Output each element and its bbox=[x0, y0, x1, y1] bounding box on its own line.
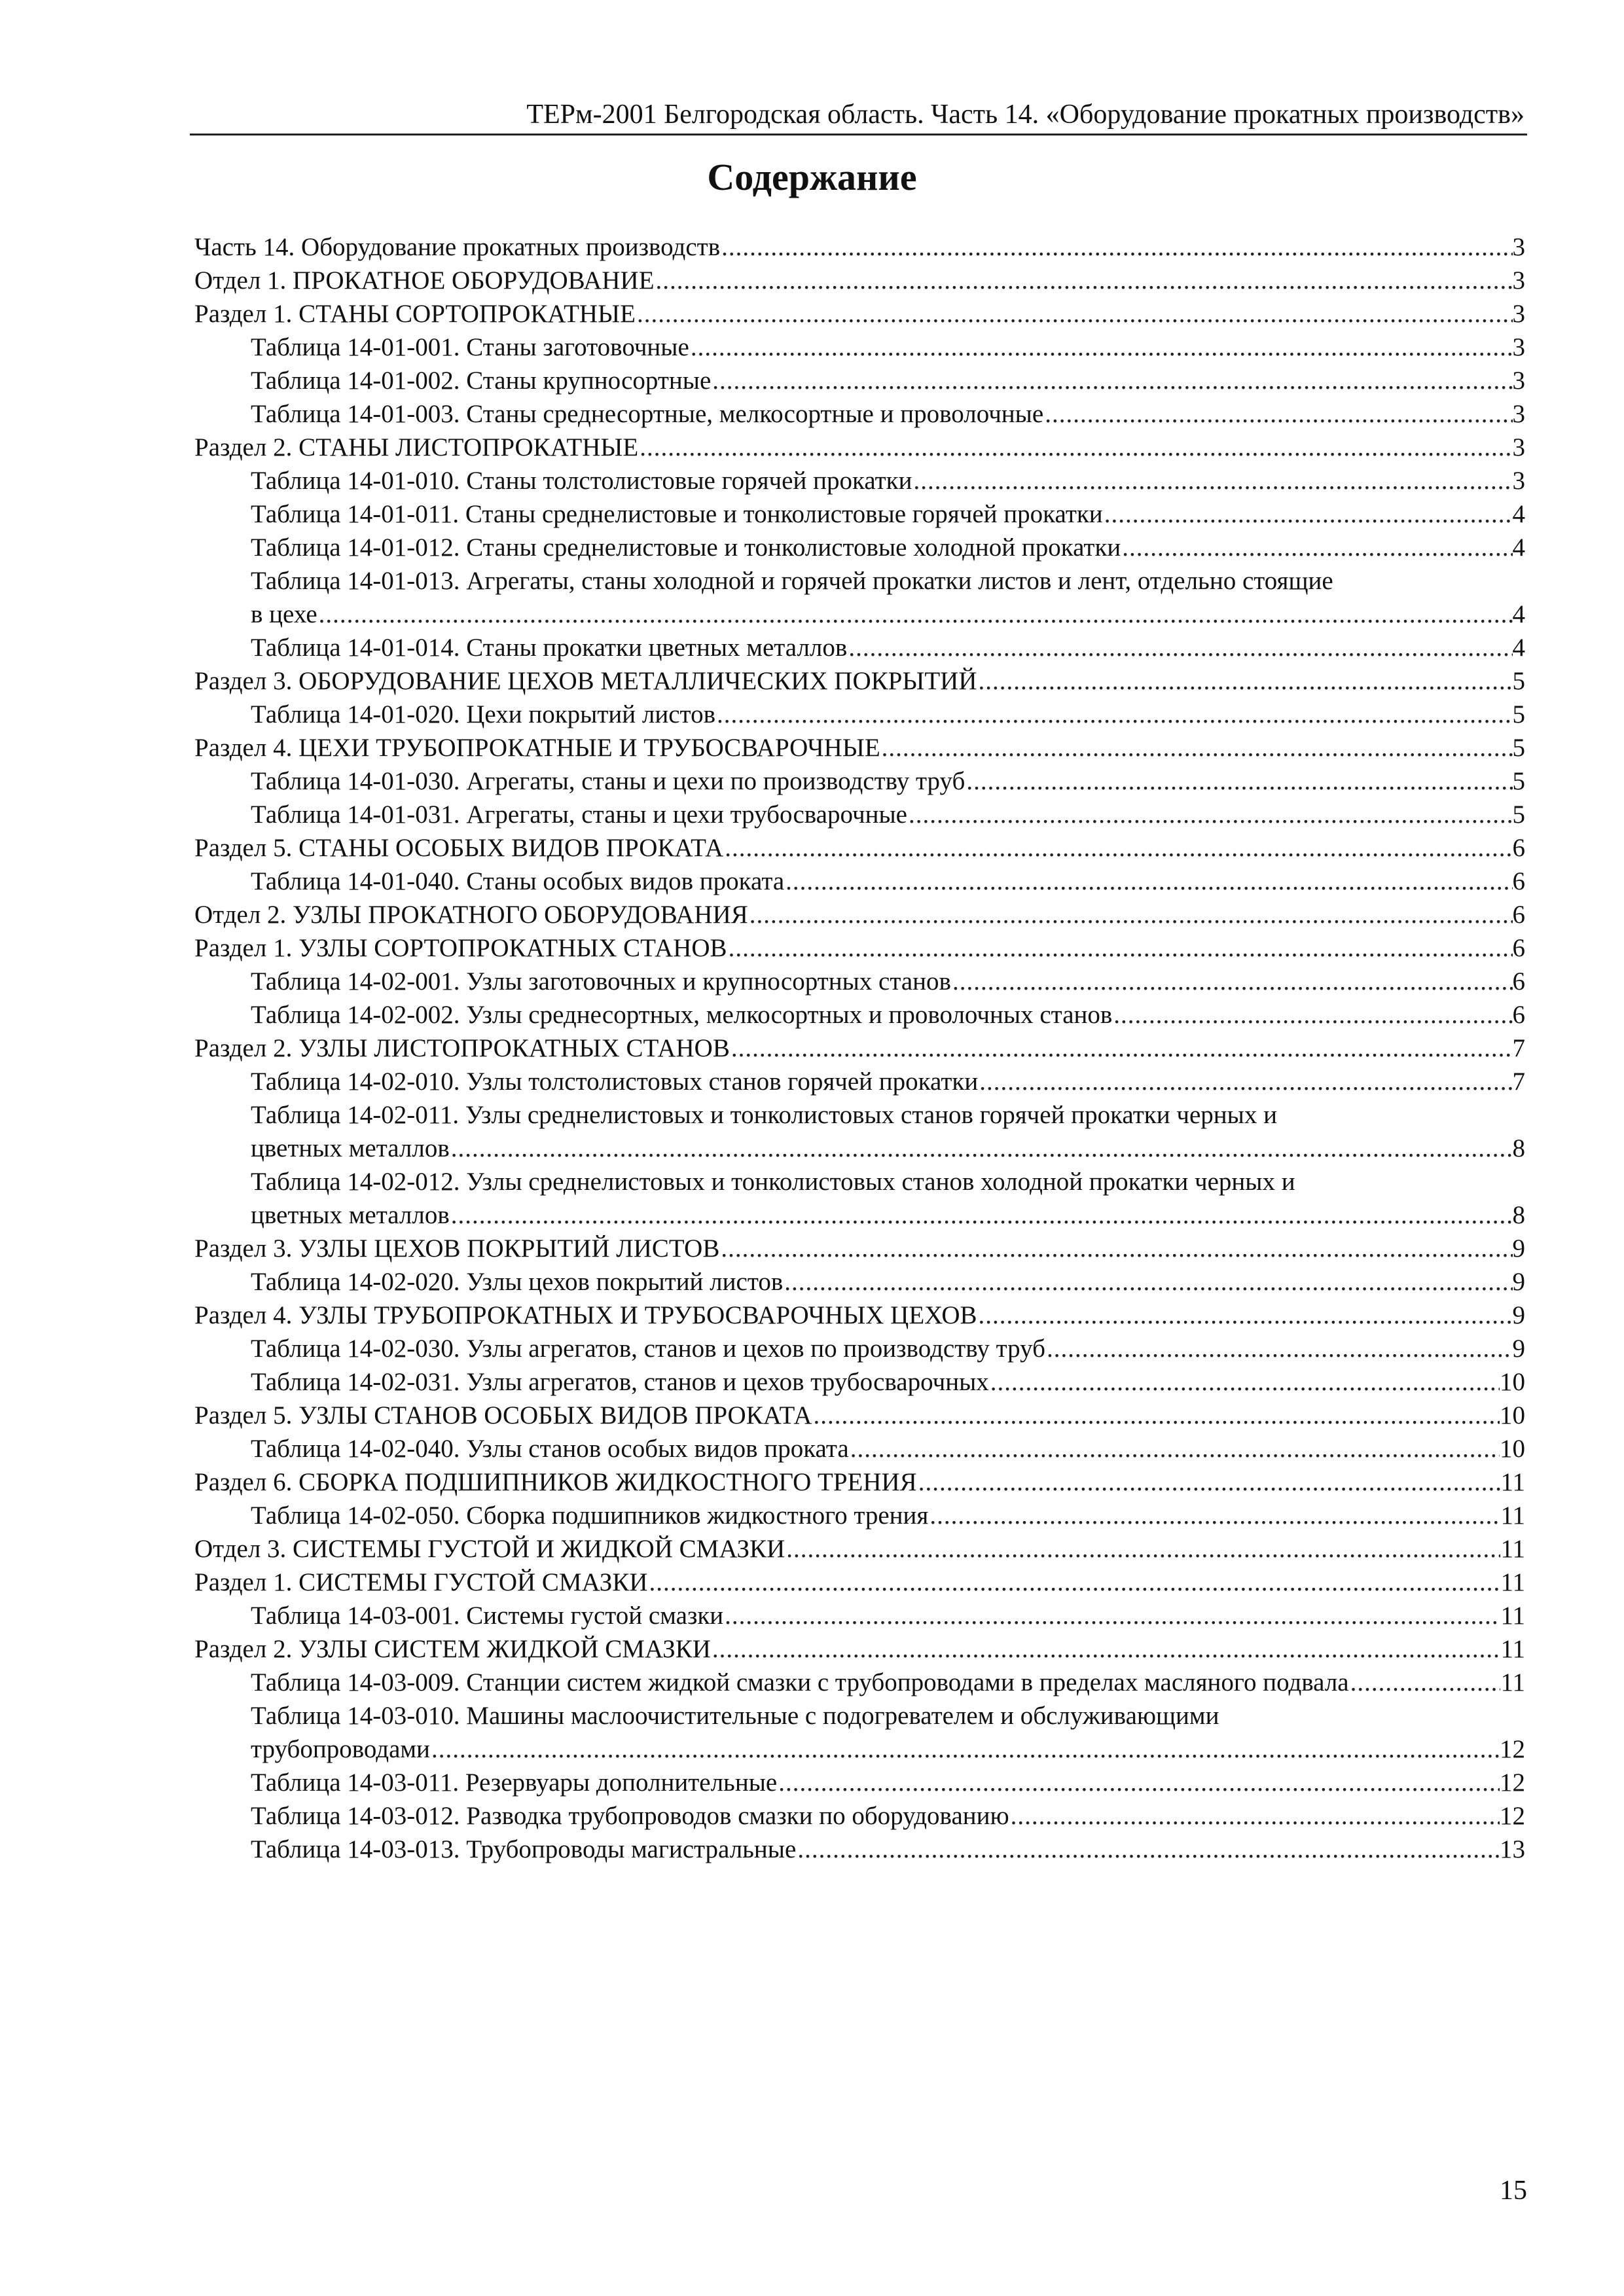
toc-entry-title: Таблица 14-02-050. Сборка подшипников жидкостного трения bbox=[251, 1501, 929, 1530]
toc-entry-page: 3 bbox=[1512, 400, 1525, 428]
toc-entry[interactable] bbox=[194, 1632, 1525, 1666]
toc-entry-page: 9 bbox=[1512, 1335, 1525, 1363]
dot-leader bbox=[719, 1232, 1512, 1265]
toc-entry-page: 5 bbox=[1512, 734, 1525, 762]
toc-entry-title: Таблица 14-02-002. Узлы среднесортных, мелкосортных и проволочных станов bbox=[251, 1001, 1113, 1029]
toc-entry-page: 3 bbox=[1512, 333, 1525, 361]
toc-entry[interactable] bbox=[194, 798, 1525, 831]
dot-leader bbox=[1045, 1332, 1513, 1365]
toc-entry-page: 11 bbox=[1500, 1602, 1525, 1630]
toc-entry-title: Таблица 14-01-013. Агрегаты, станы холодной и горячей прокатки листов и лент, отдельно стоящие bbox=[251, 567, 1333, 595]
toc-entry-title: Раздел 3. УЗЛЫ ЦЕХОВ ПОКРЫТИЙ ЛИСТОВ bbox=[194, 1234, 720, 1263]
dot-leader bbox=[730, 1031, 1513, 1065]
dot-leader bbox=[723, 1599, 1500, 1632]
dot-leader bbox=[1121, 531, 1512, 564]
dot-leader bbox=[1103, 497, 1513, 531]
toc-entry-title: Раздел 2. УЗЛЫ СИСТЕМ ЖИДКОЙ СМАЗКИ bbox=[194, 1635, 711, 1663]
toc-entry[interactable] bbox=[194, 1299, 1525, 1332]
toc-entry-title: Таблица 14-02-040. Узлы станов особых видов проката bbox=[251, 1435, 849, 1463]
toc-entry-page: 6 bbox=[1512, 1001, 1525, 1029]
dot-leader bbox=[847, 631, 1512, 664]
toc-entry[interactable] bbox=[194, 998, 1525, 1031]
toc-entry-title: Таблица 14-01-040. Станы особых видов проката bbox=[251, 867, 785, 895]
dot-leader bbox=[720, 230, 1512, 264]
toc-entry-title: Таблица 14-01-012. Станы среднелистовые и тонколистовые холодной прокатки bbox=[251, 533, 1121, 562]
toc-entry[interactable] bbox=[194, 1766, 1525, 1799]
toc-entry[interactable] bbox=[194, 397, 1525, 431]
toc-entry-page: 10 bbox=[1500, 1435, 1525, 1463]
dot-leader bbox=[849, 1432, 1500, 1465]
dot-leader bbox=[1009, 1799, 1500, 1833]
dot-leader bbox=[796, 1833, 1500, 1866]
toc-entry-title-continuation: трубопроводами bbox=[251, 1735, 430, 1763]
toc-entry[interactable] bbox=[194, 1031, 1525, 1065]
toc-entry[interactable] bbox=[194, 1432, 1525, 1465]
toc-entry-title-continuation: цветных металлов bbox=[251, 1201, 450, 1229]
table-of-contents bbox=[194, 230, 1525, 1866]
toc-entry[interactable] bbox=[194, 1666, 1525, 1699]
dot-leader bbox=[1349, 1666, 1501, 1699]
toc-entry-page: 11 bbox=[1500, 1468, 1525, 1496]
toc-entry[interactable] bbox=[194, 264, 1525, 297]
toc-entry-page: 13 bbox=[1500, 1835, 1525, 1863]
toc-entry-page: 6 bbox=[1512, 967, 1525, 996]
toc-entry-title: Таблица 14-03-012. Разводка трубопроводов смазки по оборудованию bbox=[251, 1802, 1009, 1830]
toc-entry[interactable] bbox=[194, 698, 1525, 731]
toc-entry-title: Таблица 14-01-030. Агрегаты, станы и цехи по производству труб bbox=[251, 767, 965, 795]
toc-entry[interactable] bbox=[194, 1499, 1525, 1532]
toc-entry-page: 6 bbox=[1512, 934, 1525, 962]
toc-entry-page: 5 bbox=[1512, 800, 1525, 829]
toc-entry[interactable] bbox=[194, 1799, 1525, 1833]
dot-leader bbox=[648, 1566, 1501, 1599]
toc-entry-title: Часть 14. Оборудование прокатных производств bbox=[194, 233, 721, 261]
toc-entry[interactable] bbox=[194, 364, 1525, 397]
toc-entry[interactable] bbox=[194, 1833, 1525, 1866]
toc-entry-page: 6 bbox=[1512, 834, 1525, 862]
dot-leader bbox=[1112, 998, 1512, 1031]
toc-entry-page: 11 bbox=[1500, 1635, 1525, 1663]
toc-entry-page: 11 bbox=[1500, 1501, 1525, 1530]
toc-entry[interactable] bbox=[194, 1065, 1525, 1098]
toc-entry[interactable] bbox=[194, 664, 1525, 698]
toc-entry-title: Таблица 14-02-012. Узлы среднелистовых и тонколистовых станов холодной прокатки черных и bbox=[251, 1168, 1295, 1196]
toc-entry-page: 8 bbox=[1512, 1134, 1525, 1162]
toc-entry-title: Таблица 14-02-020. Узлы цехов покрытий листов bbox=[251, 1268, 784, 1296]
toc-entry[interactable] bbox=[194, 1232, 1525, 1265]
toc-entry-title: Таблица 14-02-010. Узлы толстолистовых станов горячей прокатки bbox=[251, 1067, 979, 1096]
dot-leader bbox=[450, 1132, 1513, 1165]
dot-leader bbox=[450, 1198, 1513, 1232]
toc-entry-page: 12 bbox=[1500, 1802, 1525, 1830]
toc-entry-title-continuation: в цехе bbox=[251, 600, 317, 628]
toc-entry-title: Таблица 14-02-031. Узлы агрегатов, станов и цехов трубосварочных bbox=[251, 1368, 989, 1396]
toc-entry-title: Таблица 14-01-002. Станы крупносортные bbox=[251, 367, 712, 395]
toc-entry[interactable] bbox=[194, 1599, 1525, 1632]
toc-entry-page: 4 bbox=[1512, 533, 1525, 562]
toc-entry-title: Раздел 5. СТАНЫ ОСОБЫХ ВИДОВ ПРОКАТА bbox=[194, 834, 724, 862]
toc-entry-title: Таблица 14-01-010. Станы толстолистовые горячей прокатки bbox=[251, 467, 912, 495]
toc-entry[interactable] bbox=[194, 531, 1525, 564]
toc-entry-page: 9 bbox=[1512, 1301, 1525, 1329]
dot-leader bbox=[965, 764, 1512, 798]
toc-entry[interactable] bbox=[194, 898, 1525, 931]
toc-entry-title: Таблица 14-03-011. Резервуары дополнительные bbox=[251, 1768, 778, 1797]
dot-leader bbox=[951, 965, 1513, 998]
toc-entry-title: Таблица 14-01-020. Цехи покрытий листов bbox=[251, 700, 715, 728]
toc-entry-title: Отдел 1. ПРОКАТНОЕ ОБОРУДОВАНИЕ bbox=[194, 266, 655, 295]
toc-entry-title: Раздел 4. ЦЕХИ ТРУБОПРОКАТНЫЕ И ТРУБОСВАРОЧНЫЕ bbox=[194, 734, 880, 762]
dot-leader bbox=[711, 1632, 1501, 1666]
toc-entry[interactable] bbox=[194, 431, 1525, 464]
running-header bbox=[190, 98, 1527, 135]
toc-entry-title: Раздел 3. ОБОРУДОВАНИЕ ЦЕХОВ МЕТАЛЛИЧЕСКИХ ПОКРЫТИЙ bbox=[194, 667, 977, 695]
dot-leader bbox=[636, 297, 1513, 331]
toc-entry-title: Таблица 14-03-009. Станции систем жидкой смазки с трубопроводами в пределах масляного подвала bbox=[251, 1668, 1349, 1696]
toc-entry[interactable] bbox=[194, 1365, 1525, 1399]
toc-entry[interactable] bbox=[194, 965, 1525, 998]
page-number: 15 bbox=[1500, 2176, 1527, 2206]
toc-entry-page: 9 bbox=[1512, 1268, 1525, 1296]
toc-entry-page: 6 bbox=[1512, 901, 1525, 929]
dot-leader bbox=[723, 831, 1512, 865]
toc-entry-title: Таблица 14-03-001. Системы густой смазки bbox=[251, 1602, 724, 1630]
toc-entry-page: 9 bbox=[1512, 1234, 1525, 1263]
toc-entry-title: Раздел 2. СТАНЫ ЛИСТОПРОКАТНЫЕ bbox=[194, 433, 639, 461]
toc-entry[interactable] bbox=[194, 631, 1525, 664]
toc-entry[interactable] bbox=[194, 1399, 1525, 1432]
dot-leader bbox=[880, 731, 1513, 764]
toc-entry[interactable] bbox=[194, 331, 1525, 364]
toc-entry[interactable] bbox=[194, 931, 1525, 965]
toc-entry-title: Отдел 2. УЗЛЫ ПРОКАТНОГО ОБОРУДОВАНИЯ bbox=[194, 901, 748, 929]
toc-entry[interactable] bbox=[194, 564, 1525, 631]
dot-leader bbox=[655, 264, 1513, 297]
toc-entry[interactable] bbox=[194, 1532, 1525, 1566]
dot-leader bbox=[989, 1365, 1500, 1399]
toc-entry-page: 3 bbox=[1512, 367, 1525, 395]
toc-entry[interactable] bbox=[194, 865, 1525, 898]
toc-entry-title: Таблица 14-03-010. Машины маслоочистительные с подогревателем и обслуживающими bbox=[251, 1702, 1219, 1730]
toc-entry-title: Таблица 14-01-003. Станы среднесортные, мелкосортные и проволочные bbox=[251, 400, 1044, 428]
dot-leader bbox=[317, 598, 1513, 631]
header-text: ТЕРм-2001 Белгородская область. Часть 14. «Оборудование прокатных производств» bbox=[526, 99, 1525, 130]
toc-entry-title: Таблица 14-02-030. Узлы агрегатов, станов и цехов по производству труб bbox=[251, 1335, 1045, 1363]
dot-leader bbox=[977, 664, 1512, 698]
toc-entry-title: Таблица 14-03-013. Трубопроводы магистральные bbox=[251, 1835, 797, 1863]
toc-entry-page: 10 bbox=[1500, 1401, 1525, 1429]
dot-leader bbox=[784, 865, 1512, 898]
toc-entry[interactable] bbox=[194, 1165, 1525, 1232]
toc-entry-page: 3 bbox=[1512, 233, 1525, 261]
toc-entry-title: Раздел 5. УЗЛЫ СТАНОВ ОСОБЫХ ВИДОВ ПРОКАТА bbox=[194, 1401, 812, 1429]
toc-entry[interactable] bbox=[194, 1332, 1525, 1365]
toc-entry-title: Таблица 14-02-011. Узлы среднелистовых и тонколистовых станов горячей прокатки черных и bbox=[251, 1101, 1277, 1129]
toc-entry-title: Раздел 1. СИСТЕМЫ ГУСТОЙ СМАЗКИ bbox=[194, 1568, 648, 1596]
dot-leader bbox=[1043, 397, 1512, 431]
toc-entry-title: Таблица 14-01-001. Станы заготовочные bbox=[251, 333, 689, 361]
toc-entry-page: 3 bbox=[1512, 433, 1525, 461]
toc-entry[interactable] bbox=[194, 497, 1525, 531]
toc-entry-page: 3 bbox=[1512, 300, 1525, 328]
dot-leader bbox=[689, 331, 1513, 364]
toc-entry-title: Раздел 1. УЗЛЫ СОРТОПРОКАТНЫХ СТАНОВ bbox=[194, 934, 727, 962]
dot-leader bbox=[977, 1299, 1513, 1332]
toc-entry[interactable] bbox=[194, 1098, 1525, 1165]
toc-entry-page: 4 bbox=[1512, 500, 1525, 528]
toc-entry-title: Таблица 14-01-031. Агрегаты, станы и цехи трубосварочные bbox=[251, 800, 907, 829]
toc-entry[interactable] bbox=[194, 230, 1525, 264]
toc-entry-page: 5 bbox=[1512, 767, 1525, 795]
dot-leader bbox=[978, 1065, 1512, 1098]
dot-leader bbox=[783, 1265, 1512, 1299]
toc-entry[interactable] bbox=[194, 1699, 1525, 1766]
toc-entry-page: 10 bbox=[1500, 1368, 1525, 1396]
dot-leader bbox=[715, 698, 1513, 731]
toc-entry-page: 7 bbox=[1512, 1034, 1525, 1062]
page-title: Содержание bbox=[707, 156, 917, 198]
toc-entry-page: 11 bbox=[1500, 1668, 1525, 1696]
toc-entry-page: 4 bbox=[1512, 600, 1525, 628]
toc-entry[interactable] bbox=[194, 297, 1525, 331]
toc-entry-title: Таблица 14-01-011. Станы среднелистовые и тонколистовые горячей прокатки bbox=[251, 500, 1103, 528]
toc-entry[interactable] bbox=[194, 1566, 1525, 1599]
dot-leader bbox=[785, 1532, 1500, 1566]
toc-entry-title-continuation: цветных металлов bbox=[251, 1134, 450, 1162]
dot-leader bbox=[777, 1766, 1500, 1799]
toc-entry[interactable] bbox=[194, 1465, 1525, 1499]
dot-leader bbox=[430, 1732, 1500, 1766]
toc-entry-page: 7 bbox=[1512, 1067, 1525, 1096]
toc-entry-page: 5 bbox=[1512, 700, 1525, 728]
dot-leader bbox=[907, 798, 1513, 831]
toc-entry-title: Отдел 3. СИСТЕМЫ ГУСТОЙ И ЖИДКОЙ СМАЗКИ bbox=[194, 1535, 785, 1563]
toc-entry-page: 12 bbox=[1500, 1768, 1525, 1797]
toc-entry-page: 11 bbox=[1500, 1568, 1525, 1596]
toc-entry-title: Раздел 2. УЗЛЫ ЛИСТОПРОКАТНЫХ СТАНОВ bbox=[194, 1034, 730, 1062]
toc-entry-page: 5 bbox=[1512, 667, 1525, 695]
dot-leader bbox=[812, 1399, 1500, 1432]
toc-entry[interactable] bbox=[194, 831, 1525, 865]
toc-entry-title: Раздел 6. СБОРКА ПОДШИПНИКОВ ЖИДКОСТНОГО ТРЕНИЯ bbox=[194, 1468, 917, 1496]
dot-leader bbox=[748, 898, 1513, 931]
toc-entry-page: 3 bbox=[1512, 266, 1525, 295]
toc-entry[interactable] bbox=[194, 764, 1525, 798]
dot-leader bbox=[727, 931, 1513, 965]
dot-leader bbox=[917, 1465, 1501, 1499]
dot-leader bbox=[711, 364, 1512, 397]
toc-entry-page: 4 bbox=[1512, 634, 1525, 662]
toc-entry-title: Таблица 14-01-014. Станы прокатки цветных металлов bbox=[251, 634, 848, 662]
toc-entry-page: 3 bbox=[1512, 467, 1525, 495]
toc-entry-page: 11 bbox=[1500, 1535, 1525, 1563]
toc-entry[interactable] bbox=[194, 464, 1525, 497]
toc-entry[interactable] bbox=[194, 1265, 1525, 1299]
dot-leader bbox=[912, 464, 1512, 497]
toc-entry-title: Раздел 4. УЗЛЫ ТРУБОПРОКАТНЫХ И ТРУБОСВАРОЧНЫХ ЦЕХОВ bbox=[194, 1301, 977, 1329]
toc-entry-page: 8 bbox=[1512, 1201, 1525, 1229]
dot-leader bbox=[928, 1499, 1500, 1532]
dot-leader bbox=[638, 431, 1512, 464]
toc-entry-page: 12 bbox=[1500, 1735, 1525, 1763]
toc-entry-title: Таблица 14-02-001. Узлы заготовочных и крупносортных станов bbox=[251, 967, 951, 996]
toc-entry-page: 6 bbox=[1512, 867, 1525, 895]
toc-entry[interactable] bbox=[194, 731, 1525, 764]
toc-entry-title: Раздел 1. СТАНЫ СОРТОПРОКАТНЫЕ bbox=[194, 300, 636, 328]
